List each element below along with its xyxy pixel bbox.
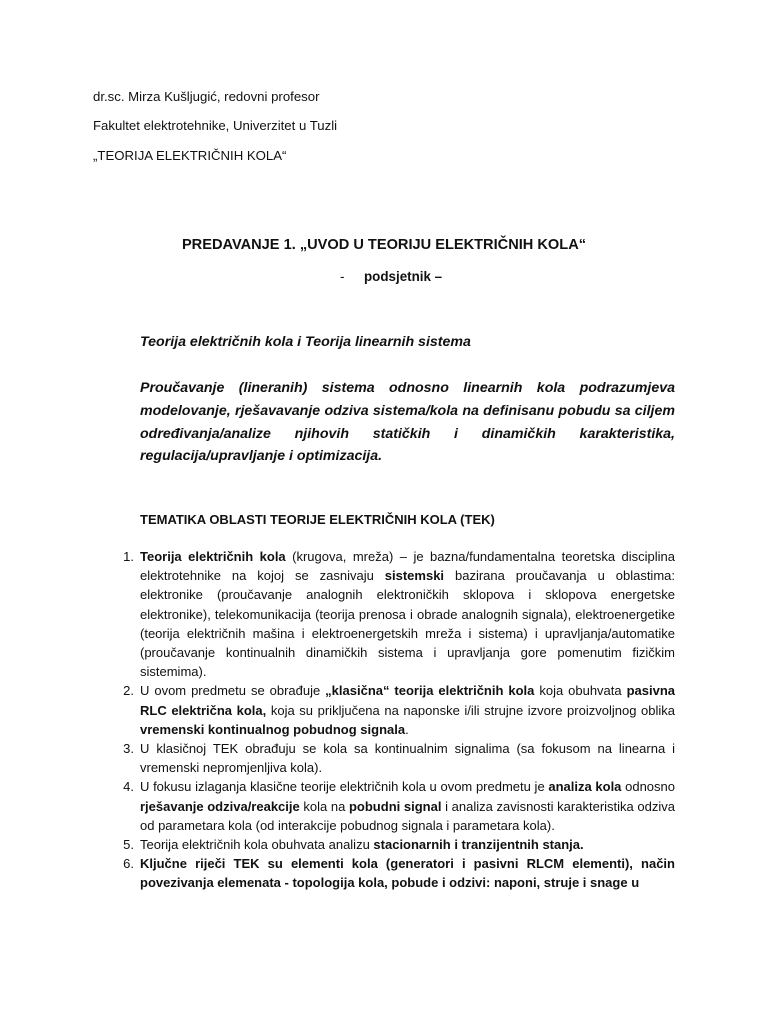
item-bold-text: analiza kola <box>548 779 622 795</box>
item-text: (krugova, mreža) – je bazna/fundamentalna teoretska disciplina elektrotehnike na kojoj se zasnivaju <box>140 549 676 584</box>
item-bold-text: vremenski kontinualnog pobudnog signala <box>140 721 406 737</box>
list-item <box>123 681 675 739</box>
list-item <box>123 739 675 777</box>
list-item-number: 4. <box>123 779 134 795</box>
faculty-line: Fakultet elektrotehnike, Univerzitet u Tuzli <box>93 118 338 133</box>
item-bold-text: sistemski <box>384 568 445 584</box>
lecture-title: PREDAVANJE 1. „UVOD U TEORIJU ELEKTRIČNIH KOLA“ <box>181 237 587 253</box>
list-item <box>123 777 675 835</box>
item-text: . <box>405 721 409 737</box>
lecture-subtitle <box>340 269 442 285</box>
item-bold-text: „klasična“ teorija električnih kola <box>325 683 535 699</box>
intro-heading: Teorija električnih kola i Teorija linearnih sistema <box>140 334 471 350</box>
item-bold-text: rješavanje odziva/reakcije <box>140 798 300 814</box>
course-line: „TEORIJA ELEKTRIČNIH KOLA“ <box>93 148 287 163</box>
intro-paragraph: Proučavanje (lineranih) sistema odnosno linearnih kola podrazumjeva modelovanje, rješavavanje odziva sistema/kola na definisanu pobudu sa ciljem određivanja/analize njihovih statičkih i dinamičkih karakteristika, regulacija/upravljanje i optimizacija. <box>140 380 675 465</box>
author-line: dr.sc. Mirza Kušljugić, redovni profesor <box>93 89 320 104</box>
item-text: odnosno <box>621 779 675 795</box>
item-text: U klasičnoj TEK obrađuju se kola sa kontinualnim signalima (sa fokusom na linearna i vremenski nepromjenljiva kola). <box>140 741 675 776</box>
item-text: i analiza zavisnosti karakteristika odziva od parametara kola (od interakcije pobudnog signala i parametara kola). <box>140 798 675 833</box>
list-item-number: 6. <box>123 856 134 872</box>
item-bold-text: Ključne riječi TEK su elementi kola (generatori i pasivni RLCM elementi), način povezivanja elemenata - topologija kola, pobude i odzivi: naponi, struje i snage u <box>140 856 675 891</box>
list-item-number: 3. <box>123 741 134 757</box>
item-bold-text: Teorija električnih kola <box>140 549 286 564</box>
list-item-number: 5. <box>123 837 134 853</box>
topics-list <box>0 547 768 893</box>
item-text: koja obuhvata <box>534 683 627 699</box>
subtitle-dash: - <box>340 269 345 284</box>
list-item-number: 2. <box>123 683 134 699</box>
item-text: U ovom predmetu se obrađuje <box>140 683 326 699</box>
list-item <box>123 854 675 892</box>
section-title: TEMATIKA OBLASTI TEORIJE ELEKTRIČNIH KOLA (TEK) <box>140 512 495 527</box>
item-bold-text: pobudni signal <box>348 798 442 814</box>
list-item <box>123 835 675 854</box>
item-text: U fokusu izlaganja klasične teorije električnih kola u ovom predmetu je <box>140 779 549 795</box>
item-bold-text: pasivna RLC električna kola, <box>140 683 675 718</box>
subtitle-text: podsjetnik – <box>364 269 443 284</box>
item-text: Teorija električnih kola obuhvata analizu <box>140 837 374 853</box>
item-text: bazirana proučavanja u oblastima: elektronike (proučavanje analognih elektroničkih sklopova i sklopova energetske elektronike), telekomunikacija (teorija prenosa i obrade analognih signala), elektroenergetike (teorija električnih mašina i elektroenergetskih mreža i sistema) i upravljanja/automatike (proučavanje kontinualnih dinamičkih sistema i upravljanja gore pomenutim fizičkim sistemima). <box>140 568 675 680</box>
item-bold-text: stacionarnih i tranzijentnih stanja. <box>373 837 584 853</box>
item-text: kola na <box>299 798 349 814</box>
list-item-number: 1. <box>123 549 134 564</box>
item-text: koja su priključena na naponske i/ili strujne izvore proizvoljnog oblika <box>266 702 675 718</box>
list-item <box>123 547 676 681</box>
